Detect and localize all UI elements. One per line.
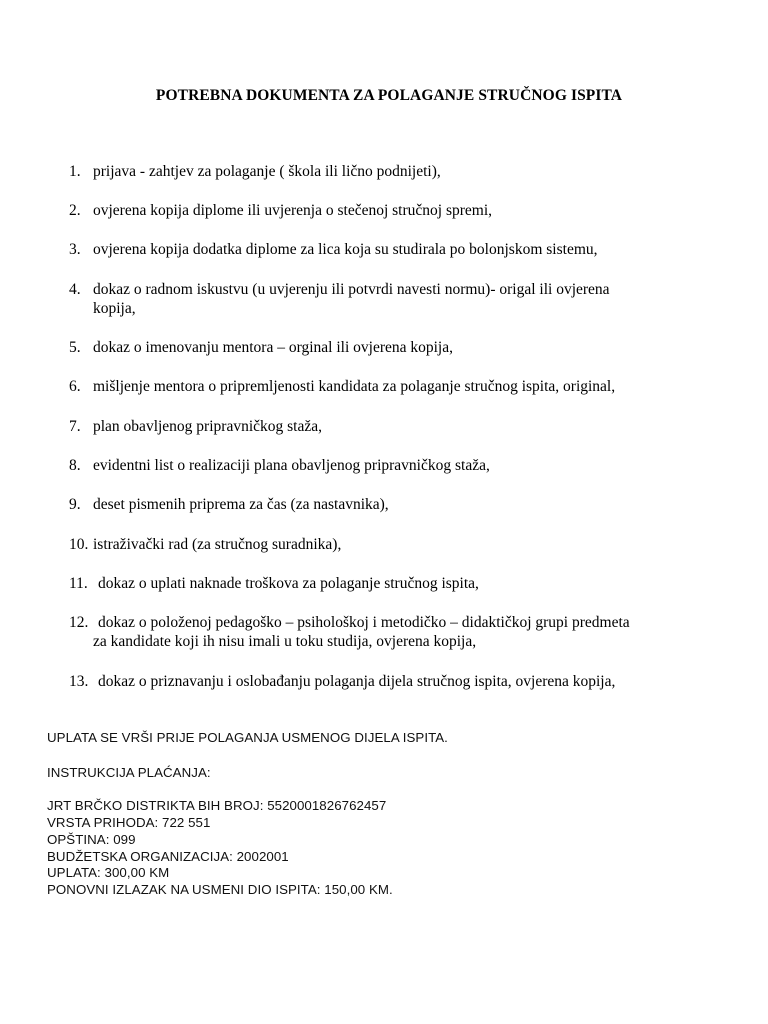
item-number: 2. [69,202,81,219]
instructions-heading: INSTRUKCIJA PLAĆANJA: [47,765,211,780]
item-text: dokaz o imenovanju mentora – orginal ili ovjerena kopija, [93,339,453,356]
item-text: mišljenje mentora o pripremljenosti kandidata za polaganje stručnog ispita, original, [93,378,616,395]
payment-detail-amount: UPLATA: 300,00 KM [47,865,170,880]
item-number: 10. [69,536,89,553]
item-number: 4. [69,281,81,298]
payment-note: UPLATA SE VRŠI PRIJE POLAGANJA USMENOG DIJELA ISPITA. [47,730,448,745]
item-number: 7. [69,418,81,435]
item-number: 11. [69,575,88,592]
payment-detail-retake-fee: PONOVNI IZLAZAK NA USMENI DIO ISPITA: 150,00 KM. [47,882,393,897]
item-text: ovjerena kopija dodatka diplome za lica koja su studirala po bolonjskom sistemu, [93,241,598,258]
item-number: 6. [69,378,81,395]
item-number: 13. [69,673,89,690]
item-text: evidentni list o realizaciji plana obavljenog pripravničkog staža, [93,457,490,474]
payment-detail-revenue-type: VRSTA PRIHODA: 722 551 [47,815,211,830]
item-text: plan obavljenog pripravničkog staža, [93,418,322,435]
payment-detail-municipality: OPŠTINA: 099 [47,832,136,847]
item-number: 5. [69,339,81,356]
item-text: dokaz o radnom iskustvu (u uvjerenju ili potvrdi navesti normu)- origal ili ovjerena [93,281,610,298]
item-number: 8. [69,457,81,474]
item-number: 9. [69,496,81,513]
item-text: dokaz o uplati naknade troškova za polaganje stručnog ispita, [98,575,479,592]
item-text: ovjerena kopija diplome ili uvjerenja o stečenoj stručnoj spremi, [93,202,493,219]
document-title: POTREBNA DOKUMENTA ZA POLAGANJE STRUČNOG ISPITA [155,87,623,104]
item-text-continuation: za kandidate koji ih nisu imali u toku studija, ovjerena kopija, [93,633,477,650]
item-text: dokaz o priznavanju i oslobađanju polaganja dijela stručnog ispita, ovjerena kopija, [98,673,616,690]
item-text: dokaz o položenoj pedagoško – psihološkoj i metodičko – didaktičkoj grupi predmeta [98,614,630,631]
item-number: 12. [69,614,89,631]
item-text: istraživački rad (za stručnog suradnika), [93,536,342,553]
payment-detail-budget-org: BUDŽETSKA ORGANIZACIJA: 2002001 [47,849,289,864]
payment-detail-account: JRT BRČKO DISTRIKTA BIH BROJ: 5520001826762457 [47,798,387,813]
item-text: prijava - zahtjev za polaganje ( škola ili lično podnijeti), [93,163,441,180]
item-number: 1. [69,163,81,180]
item-text: deset pismenih priprema za čas (za nastavnika), [93,496,389,513]
item-text-continuation: kopija, [93,300,136,317]
item-number: 3. [69,241,81,258]
